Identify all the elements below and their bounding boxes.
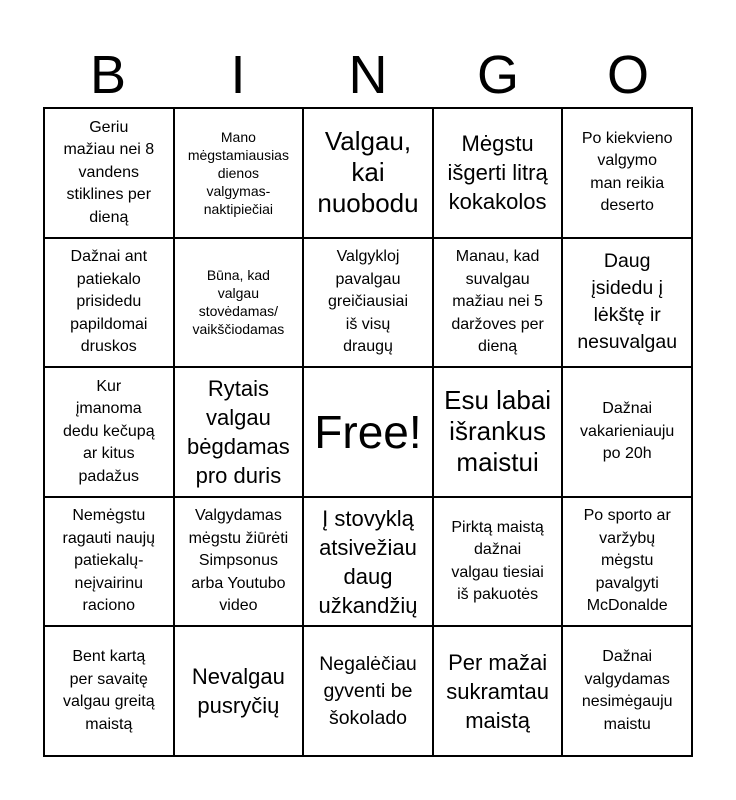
bingo-cell-text: Dažnai vakarieniauju po 20h xyxy=(580,400,675,463)
bingo-cell[interactable] xyxy=(433,108,563,238)
free-space-text: Free! xyxy=(314,405,422,458)
bingo-cell[interactable] xyxy=(433,367,563,497)
bingo-cell[interactable] xyxy=(44,626,174,756)
bingo-cell-text: Bent kartą per savaitę valgau greitą maistą xyxy=(62,648,155,733)
bingo-header xyxy=(43,42,693,108)
header-letter-b: B xyxy=(89,45,127,105)
bingo-cell[interactable] xyxy=(562,626,692,756)
bingo-cell[interactable] xyxy=(174,238,304,368)
bingo-cell-text: Po sporto ar varžybų mėgstu pavalgyti McDonalde xyxy=(583,507,671,615)
bingo-cell[interactable] xyxy=(562,497,692,627)
header-letter-g: G xyxy=(476,45,519,105)
bingo-cell-text: Po kiekvieno valgymo man reikia deserto xyxy=(581,129,673,215)
header-letter-i: I xyxy=(230,45,246,105)
bingo-cell[interactable] xyxy=(44,497,174,627)
bingo-cell-text: Esu labai išrankus maistui xyxy=(444,385,552,478)
bingo-cell[interactable] xyxy=(433,238,563,368)
bingo-cell-text: Pirktą maistą dažnai valgau tiesiai iš pakuotės xyxy=(451,518,544,604)
bingo-cell[interactable] xyxy=(303,108,433,238)
bingo-cell-text: Valgau, kai nuobodu xyxy=(317,126,419,219)
bingo-cell-text: Rytais valgau bėgdamas pro duris xyxy=(187,375,290,488)
free-space-cell[interactable] xyxy=(303,367,433,497)
bingo-cell[interactable] xyxy=(44,108,174,238)
header-letter-n: N xyxy=(348,45,388,105)
bingo-cell[interactable] xyxy=(44,238,174,368)
bingo-cell-text: Daug įsidedu į lėkštę ir nesuvalgau xyxy=(577,250,678,354)
bingo-cell-text: Per mažai sukramtau maistą xyxy=(446,649,549,733)
bingo-cell-text: Dažnai ant patiekalo prisidedu papildomai druskos xyxy=(70,248,148,356)
bingo-cell-text: Geriu mažiau nei 8 vandens stiklines per dieną xyxy=(63,118,155,226)
bingo-cell[interactable] xyxy=(562,367,692,497)
bingo-cell-text: Nemėgstu ragauti naujų patiekalų- neįvairinu raciono xyxy=(62,507,156,615)
bingo-cell[interactable] xyxy=(174,626,304,756)
bingo-cell[interactable] xyxy=(44,367,174,497)
bingo-cell[interactable] xyxy=(303,497,433,627)
bingo-cell-text: Kur įmanoma dedu kečupą ar kitus padažus xyxy=(62,377,155,485)
bingo-cell-text: Valgydamas mėgstu žiūrėti Simpsonus arba Youtubo video xyxy=(188,507,289,615)
bingo-cell-text: Negalėčiau gyventi be šokolado xyxy=(319,652,417,729)
bingo-cell[interactable] xyxy=(303,626,433,756)
bingo-cell-text: Į stovyklą atsivežiau daug užkandžių xyxy=(318,505,418,618)
bingo-cell[interactable] xyxy=(562,108,692,238)
bingo-cell-text: Mano mėgstamiausias dienos valgymas- naktipiečiai xyxy=(187,128,289,217)
header-letter-o: O xyxy=(606,45,649,105)
bingo-cell[interactable] xyxy=(433,497,563,627)
bingo-cell[interactable] xyxy=(303,238,433,368)
bingo-cell-text: Nevalgau pusryčių xyxy=(191,664,285,719)
bingo-cell[interactable] xyxy=(433,626,563,756)
bingo-cell-text: Mėgstu išgerti litrą kokakolos xyxy=(447,131,548,215)
bingo-cell[interactable] xyxy=(174,108,304,238)
bingo-cell-text: Būna, kad valgau stovėdamas/ vaikščiodamas xyxy=(192,267,285,338)
bingo-cell-text: Manau, kad suvalgau mažiau nei 5 daržoves per dieną xyxy=(451,248,544,356)
bingo-cell[interactable] xyxy=(174,497,304,627)
bingo-cell[interactable] xyxy=(174,367,304,497)
bingo-grid xyxy=(43,107,693,757)
bingo-cell-text: Dažnai valgydamas nesimėgauju maistu xyxy=(581,648,673,733)
bingo-cell-text: Valgykloj pavalgau greičiausiai iš visų draugų xyxy=(327,248,409,356)
bingo-cell[interactable] xyxy=(562,238,692,368)
